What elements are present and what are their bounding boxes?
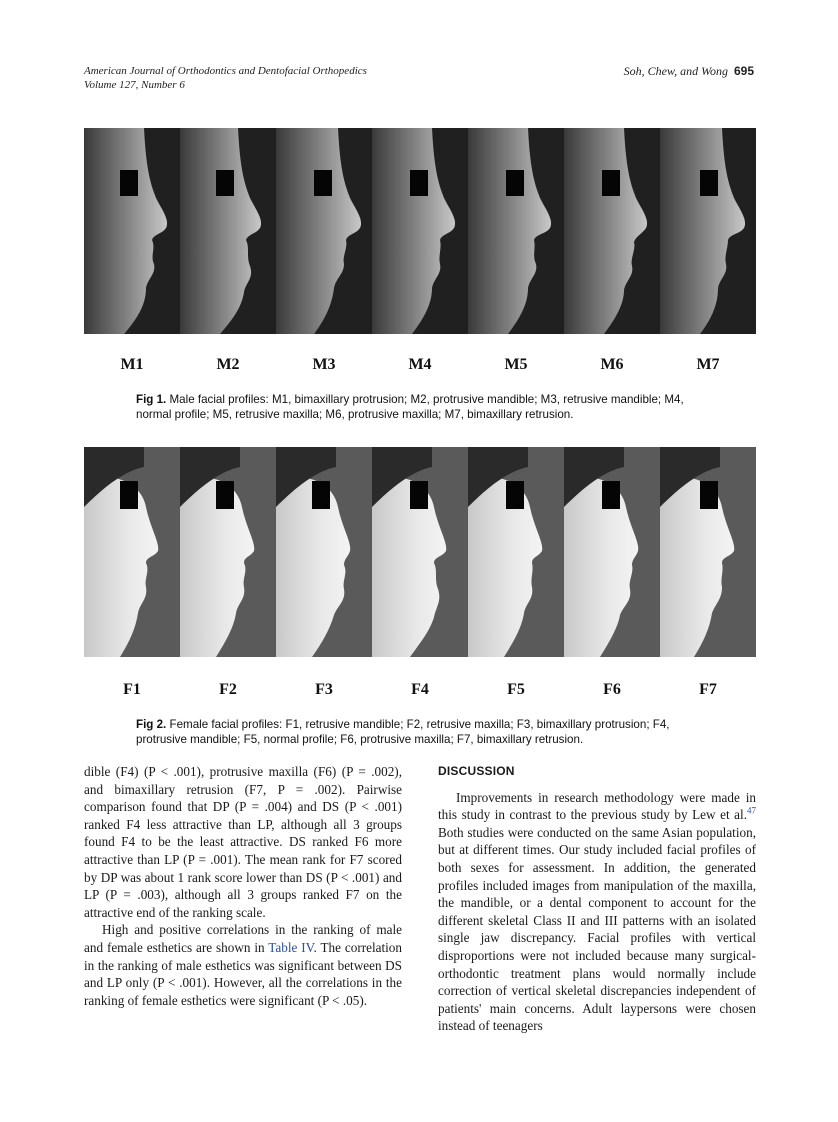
face-profile-image [468, 447, 564, 657]
face-profile-image [84, 447, 180, 657]
running-header-journal [84, 64, 367, 92]
left-text-column [84, 763, 402, 1009]
figure-panel-label: F6 [603, 681, 621, 698]
figure-panel-label: M4 [408, 356, 432, 373]
figure-panel-label: F1 [123, 681, 141, 698]
figure-panel-label: F2 [219, 681, 237, 698]
figure2-caption [136, 717, 706, 747]
figure-panel-label: F7 [699, 681, 717, 698]
face-profile-image [564, 447, 660, 657]
paragraph-text: Improvements in research methodology were made in this study in contrast to the previous study by Lew et al. [438, 789, 756, 823]
face-profile-image [564, 128, 660, 334]
section-heading: DISCUSSION [438, 764, 515, 778]
figure-panel-label: M3 [312, 356, 336, 373]
figure1-photo-strip [84, 128, 756, 334]
right-text-column [438, 763, 756, 1035]
face-profile-image [276, 128, 372, 334]
table-iv-link[interactable]: Table IV [268, 939, 314, 955]
face-profile-image [84, 128, 180, 334]
face-profile-image [660, 447, 756, 657]
figure2-caption-text: Female facial profiles: F1, retrusive mandible; F2, retrusive maxilla; F3, bimaxillary protrusion; F4, protrusive mandible; F5, normal profile; F6, protrusive maxilla; F7, bimaxillary retrusion. [136, 718, 670, 746]
face-profile-image [660, 128, 756, 334]
figure-panel-label: F3 [315, 681, 333, 698]
body-paragraph: dible (F4) (P < .001), protrusive maxilla (F6) (P = .002), and bimaxillary retrusion (F7, P = .002). Pairwise comparison found that DP (P = .004) and DS (P < .001) ranked F4 less attractive than LP, although all 3 groups found F4 to be the least attractive. DS ranked F6 more attractive than LP (P = .001). The mean rank for F7 scored by DP was about 1 rank score lower than DS (P < .001) and LP (P = .003), although all 3 groups ranked F7 on the attractive end of the ranking scale. [84, 764, 402, 920]
face-profile-image [180, 128, 276, 334]
face-profile-image [372, 447, 468, 657]
authors: Soh, Chew, and Wong [623, 64, 728, 78]
body-paragraph [438, 789, 756, 1035]
figure2-photo-strip [84, 447, 756, 657]
figure-panel-label: M2 [216, 356, 240, 373]
figure1-caption-text: Male facial profiles: M1, bimaxillary protrusion; M2, protrusive mandible; M3, retrusive mandible; M4, normal profile; M5, retrusive maxilla; M6, protrusive maxilla; M7, bimaxillary retrusion. [136, 393, 684, 421]
figure1-caption-label: Fig 1. [136, 393, 167, 406]
figure2-caption-label: Fig 2. [136, 718, 167, 731]
paragraph-text: Both studies were conducted on the same Asian population, but at different times. Our study included facial profiles of both sexes for assessment. In addition, the generated profiles included images from manipulation of the maxilla, the mandible, or a dental component to account for the different skeletal Class II and III patterns with an isolated single jaw discrepancy. Facial profiles with vertical disproportions were not included because many surgical-orthodontic treatment plans would normally include correction of vertical skeletal discrepancies independent of patients' main concerns. Adult laypersons were chosen instead of teenagers [438, 824, 756, 1034]
face-profile-image [276, 447, 372, 657]
face-profile-image [468, 128, 564, 334]
paragraph-text: . The correlation in the ranking of male esthetics was significant between DS and LP only (P < .001). However, all the correlations in the ranking of female esthetics were significant (P < .05). [84, 939, 402, 1008]
figure-panel-label: M5 [504, 356, 528, 373]
page-number: 695 [733, 64, 754, 78]
body-paragraph [84, 921, 402, 1009]
paragraph-text: High and positive correlations in the ranking of male and female esthetics are shown in [84, 922, 402, 955]
journal-volume: Volume 127, Number 6 [84, 79, 185, 91]
figure-panel-label: M6 [600, 356, 624, 373]
face-profile-image [372, 128, 468, 334]
figure-panel-label: F4 [411, 681, 429, 698]
figure1-labels [84, 356, 756, 374]
figure-panel-label: F5 [507, 681, 525, 698]
figure2-labels [84, 681, 756, 699]
face-profile-image [180, 447, 276, 657]
reference-link[interactable]: 47 [747, 805, 756, 816]
figure-panel-label: M1 [120, 356, 144, 373]
figure-panel-label: M7 [696, 356, 720, 373]
journal-title: American Journal of Orthodontics and Dentofacial Orthopedics [84, 65, 367, 77]
figure1-caption [136, 392, 706, 422]
running-header-authors [624, 64, 754, 79]
